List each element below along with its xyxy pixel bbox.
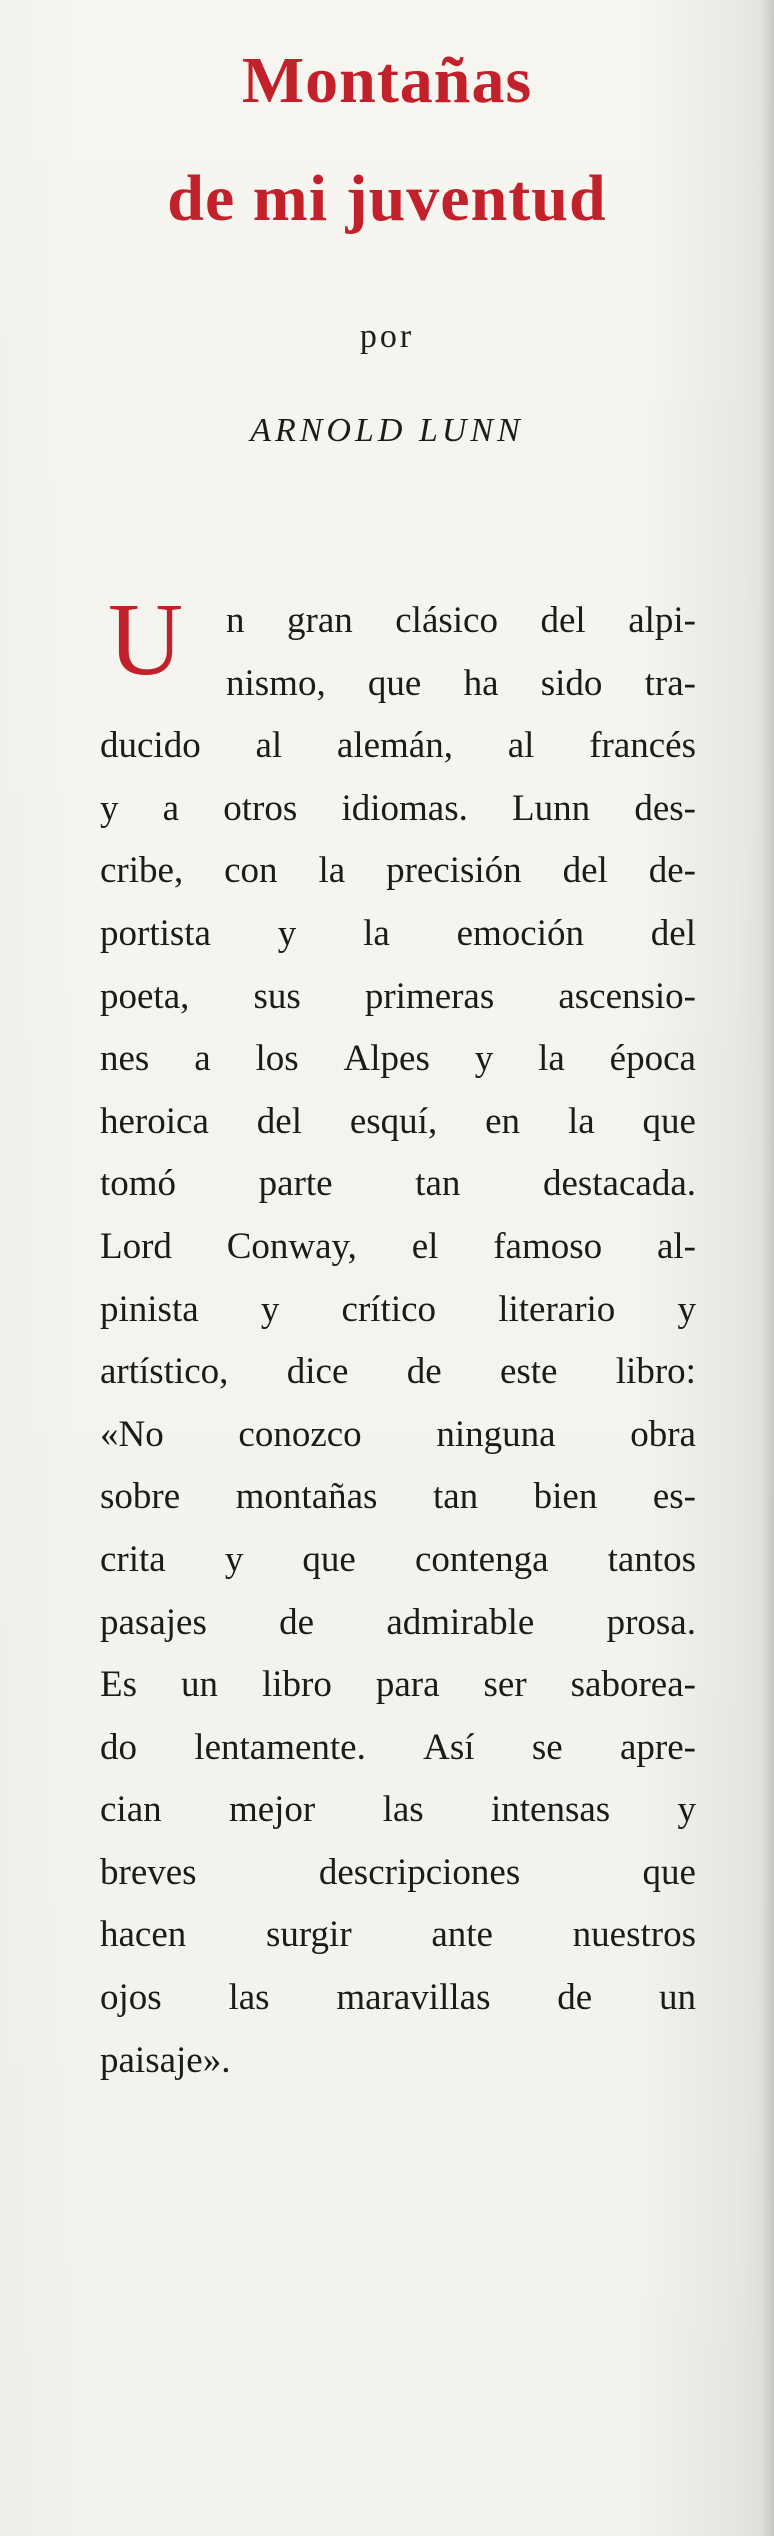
text-line: pasajes de admirable prosa. <box>100 1601 696 1643</box>
text-line: hacen surgir ante nuestros <box>100 1914 696 1956</box>
text-line: nismo, que ha sido tra- <box>226 662 696 704</box>
text-line: y a otros idiomas. Lunn des- <box>100 787 696 829</box>
text-line: n gran clásico del alpi- <box>226 600 696 641</box>
byline: por <box>359 318 415 355</box>
text-line: cian mejor las intensas y <box>100 1789 696 1831</box>
text-line: tomó parte tan destacada. <box>100 1163 696 1205</box>
book-title-line-2: de mi juventud <box>167 162 607 235</box>
text-line: Es un libro para ser saborea- <box>100 1664 696 1706</box>
text-line: cribe, con la precisión del de- <box>100 850 696 892</box>
text-line: breves descripciones que <box>100 1851 696 1893</box>
text-line: do lentamente. Así se apre- <box>100 1726 696 1768</box>
text-line: artístico, dice de este libro: <box>100 1351 696 1393</box>
text-line: portista y la emoción del <box>100 912 696 954</box>
text-line: crita y que contenga tantos <box>100 1538 696 1580</box>
author-name: ARNOLD LUNN <box>250 412 524 449</box>
text-line: heroica del esquí, en la que <box>100 1100 696 1142</box>
text-line: sobre montañas tan bien es- <box>100 1476 696 1518</box>
text-line: «No conozco ninguna obra <box>100 1413 696 1455</box>
text-line: poeta, sus primeras ascensio- <box>100 975 696 1017</box>
drop-cap: U <box>108 582 184 697</box>
text-line: ducido al alemán, al francés <box>100 725 696 767</box>
text-line: pinista y crítico literario y <box>100 1288 696 1330</box>
text-line: paisaje». <box>100 2039 231 2081</box>
text-line: Lord Conway, el famoso al- <box>100 1225 696 1267</box>
text-line: ojos las maravillas de un <box>100 1977 696 2019</box>
page-edge-shadow <box>760 0 774 2536</box>
description-text <box>100 582 696 2092</box>
book-title-line-1: Montañas <box>241 44 533 117</box>
text-line: nes a los Alpes y la época <box>100 1038 696 1080</box>
